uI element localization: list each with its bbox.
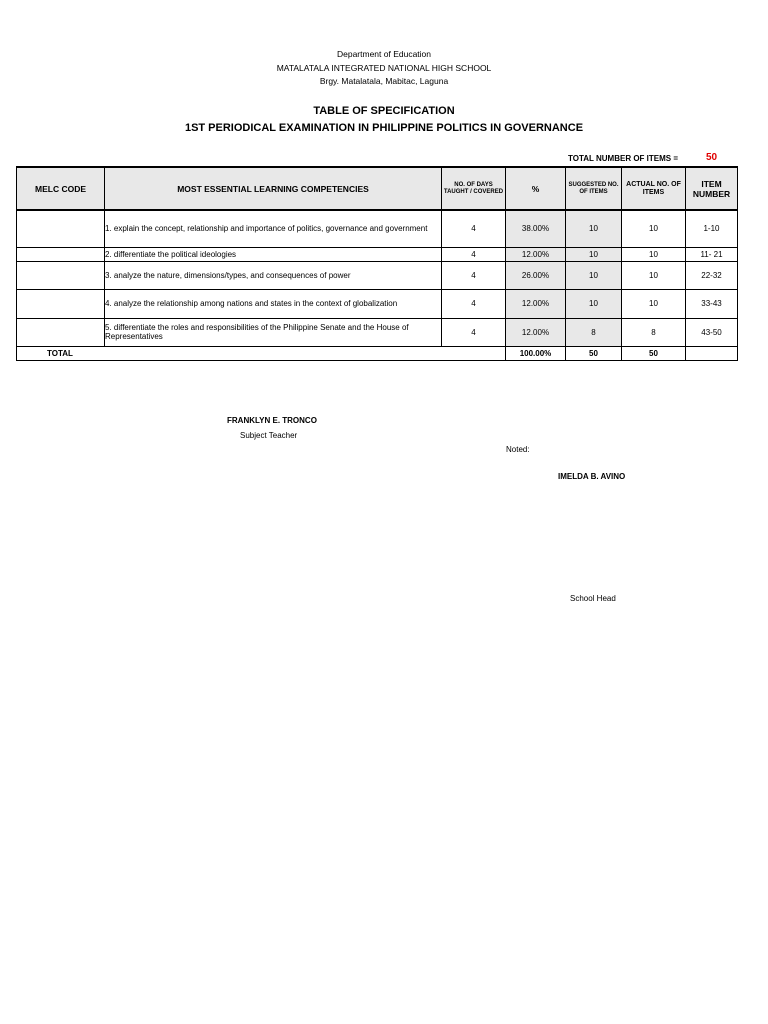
cell-days: 4: [442, 318, 506, 346]
cell-item-number: 22-32: [686, 261, 738, 289]
cell-item-number: 1-10: [686, 210, 738, 247]
cell-item-number: 33-43: [686, 289, 738, 318]
cell-percent: 12.00%: [506, 318, 566, 346]
header-suggested: SUGGESTED NO. OF ITEMS: [566, 167, 622, 210]
cell-actual: 8: [622, 318, 686, 346]
cell-competency: 5. differentiate the roles and responsibilities of the Philippine Senate and the House of Representatives: [105, 318, 442, 346]
cell-actual: 10: [622, 261, 686, 289]
cell-code: [17, 318, 105, 346]
cell-actual: 10: [622, 247, 686, 261]
total-items-value: 50: [706, 152, 718, 163]
total-suggested: 50: [566, 346, 622, 360]
header-days: NO. OF DAYS TAUGHT / COVERED: [442, 167, 506, 210]
head-title: School Head: [570, 594, 616, 603]
table-row: [17, 289, 738, 318]
cell-competency: 1. explain the concept, relationship and importance of politics, governance and government: [105, 210, 442, 247]
cell-code: [17, 261, 105, 289]
cell-days: 4: [442, 247, 506, 261]
total-blank: [442, 346, 506, 360]
total-label: TOTAL: [17, 346, 442, 360]
cell-percent: 38.00%: [506, 210, 566, 247]
total-row: [17, 346, 738, 360]
table-row: [17, 318, 738, 346]
cell-days: 4: [442, 261, 506, 289]
cell-actual: 10: [622, 210, 686, 247]
header-competencies: MOST ESSENTIAL LEARNING COMPETENCIES: [105, 167, 442, 210]
cell-suggested: 10: [566, 210, 622, 247]
table-row: [17, 210, 738, 247]
cell-percent: 12.00%: [506, 289, 566, 318]
header-actual: ACTUAL NO. OF ITEMS: [622, 167, 686, 210]
cell-suggested: 10: [566, 247, 622, 261]
cell-suggested: 10: [566, 289, 622, 318]
teacher-title: Subject Teacher: [240, 431, 298, 440]
cell-competency: 3. analyze the nature, dimensions/types, and consequences of power: [105, 261, 442, 289]
document-title: TABLE OF SPECIFICATION: [313, 105, 455, 117]
cell-competency: 4. analyze the relationship among nations and states in the context of globalization: [105, 289, 442, 318]
cell-suggested: 10: [566, 261, 622, 289]
cell-actual: 10: [622, 289, 686, 318]
table-header-row: [17, 167, 738, 210]
cell-suggested: 8: [566, 318, 622, 346]
header-melc-code: MELC CODE: [17, 167, 105, 210]
total-percent: 100.00%: [506, 346, 566, 360]
cell-days: 4: [442, 289, 506, 318]
document-subtitle: 1ST PERIODICAL EXAMINATION IN PHILIPPINE POLITICS IN GOVERNANCE: [184, 122, 584, 134]
school-name: MATALATALA INTEGRATED NATIONAL HIGH SCHOOL: [276, 63, 492, 73]
cell-code: [17, 289, 105, 318]
cell-percent: 12.00%: [506, 247, 566, 261]
noted-label: Noted:: [506, 445, 530, 454]
total-items-label: TOTAL NUMBER OF ITEMS =: [568, 154, 679, 163]
total-actual: 50: [622, 346, 686, 360]
cell-code: [17, 210, 105, 247]
department-name: Department of Education: [336, 49, 432, 59]
cell-competency: 2. differentiate the political ideologies: [105, 247, 442, 261]
table-row: [17, 261, 738, 289]
cell-code: [17, 247, 105, 261]
cell-days: 4: [442, 210, 506, 247]
header-percent: %: [506, 167, 566, 210]
teacher-name: FRANKLYN E. TRONCO: [227, 416, 317, 425]
specification-table: [16, 166, 738, 361]
cell-item-number: 11- 21: [686, 247, 738, 261]
table-row: [17, 247, 738, 261]
cell-percent: 26.00%: [506, 261, 566, 289]
header-item-number: ITEM NUMBER: [686, 167, 738, 210]
cell-item-number: 43-50: [686, 318, 738, 346]
school-address: Brgy. Matalatala, Mabitac, Laguna: [319, 76, 449, 86]
total-item-number: [686, 346, 738, 360]
head-name: IMELDA B. AVINO: [558, 472, 626, 481]
